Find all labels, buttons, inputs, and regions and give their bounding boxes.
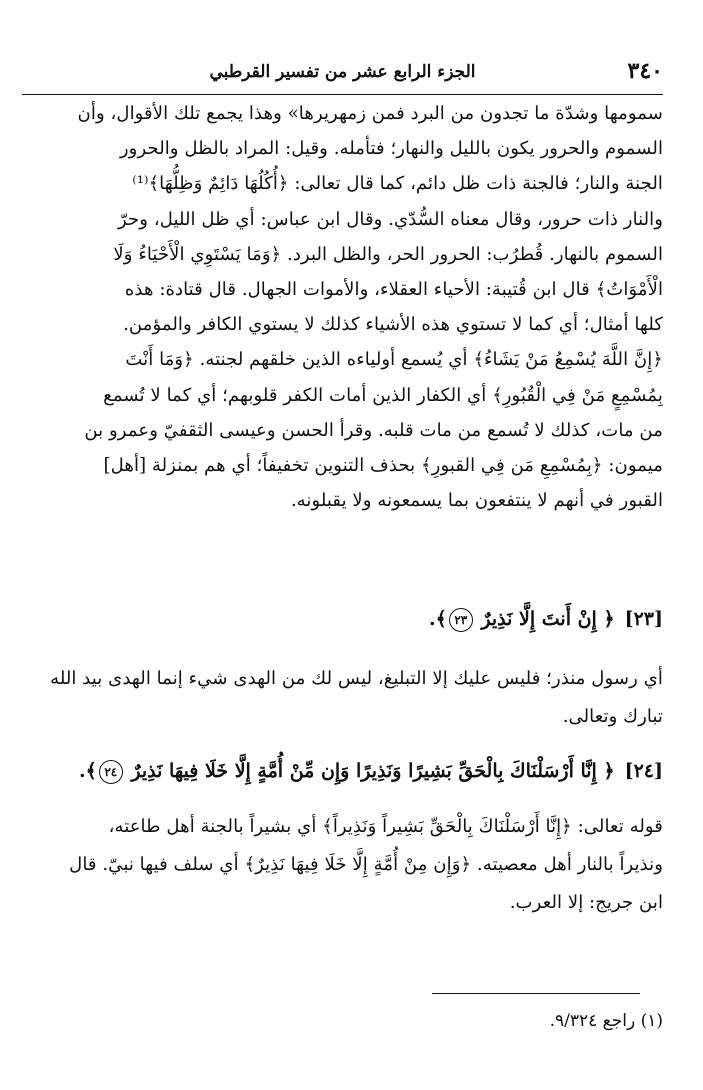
ayah-end-marker: ٢٣ bbox=[449, 608, 473, 632]
body-line: الْأَمْوَاتُ﴾ قال ابن قُتيبة: الأحياء العقلاء، والأموات الجهال. قال قتادة: هذه bbox=[124, 279, 663, 301]
verse-close: ﴾. bbox=[79, 760, 97, 782]
verse-text: ﴿ إِنَّا أَرْسَلْنَاكَ بِالْحَقِّ بَشِيرًا وَنَذِيرًا وَإِن مِّنْ أُمَّةٍ إِلَّا خَلَا فِيهَا نَذِيرٌ bbox=[124, 760, 615, 782]
body-line: السموم والحرور يكون بالليل والنهار؛ فتأمله. وقيل: المراد بالظل والحرور bbox=[119, 138, 663, 160]
body-line: ونذيراً بالنار أهل معصيته. ﴿وَإِن مِنْ أُمَّةٍ إِلَّا خَلَا فِيهَا نَذِيرٌ﴾ أي سلف فيها نبيّ. قال bbox=[69, 854, 663, 875]
body-line: ﴿إِنَّ اللَّهَ يُسْمِعُ مَنْ يَشَاءُ﴾ أي يُسمع أولياءه الذين خلقهم لجنته. ﴿وَمَا أَنْتَ bbox=[125, 349, 663, 371]
verse-23 bbox=[22, 602, 663, 636]
verse-close: ﴾. bbox=[429, 608, 447, 630]
verse-number: [٢٤] bbox=[624, 760, 663, 782]
footnote-divider bbox=[432, 993, 640, 994]
body-line: من مات، كذلك لا تُسمع من مات قلبه. وقرأ الحسن وعيسى الثقفيّ وعمرو بن bbox=[84, 419, 663, 441]
body-line: تبارك وتعالى. bbox=[562, 706, 663, 727]
body-line: قوله تعالى: ﴿إِنَّا أَرْسَلْنَاكَ بِالْحَقِّ بَشِيراً وَنَذِيراً﴾ أي بشيراً بالجنة أهل طاعته، bbox=[108, 816, 663, 837]
verse-number: [٢٣] bbox=[624, 608, 663, 630]
body-line: القبور في أنهم لا ينتفعون بما يسمعونه ولا يقبلونه. bbox=[290, 490, 663, 512]
body-line: سمومها وشدّة ما تجدون من البرد فمن زمهريرها» وهذا يجمع تلك الأقوال، وأن bbox=[77, 103, 663, 124]
verse-24 bbox=[22, 754, 663, 788]
verse-text: ﴿ إِنْ أَنتَ إِلَّا نَذِيرٌ bbox=[474, 608, 615, 630]
body-line: ميمون: ﴿بِمُسْمِعِ مَن فِي القبورِ﴾ بحذف التنوين تخفيفاً؛ أي هم بمنزلة [أهل] bbox=[103, 455, 663, 477]
page-number: ٣٤٠ bbox=[627, 58, 663, 84]
body-line: والنار ذات حرور، وقال معناه السُّدّي. وقال ابن عباس: أي ظل الليل، وحرّ bbox=[118, 208, 663, 230]
body-line: كلها أمثال؛ أي كما لا تستوي هذه الأشياء كذلك لا يستوي الكافر والمؤمن. bbox=[123, 314, 663, 336]
commentary-23 bbox=[22, 660, 663, 736]
commentary-24 bbox=[22, 808, 663, 922]
ayah-end-marker: ٢٤ bbox=[99, 760, 123, 784]
body-line: الجنة والنار؛ فالجنة ذات ظل دائم، كما قال تعالى: ﴿أُكُلُهَا دَائِمٌ وَظِلُّهَا﴾⁽¹⁾ bbox=[132, 173, 663, 195]
body-line: ابن جريج: إلا العرب. bbox=[509, 892, 663, 913]
footnote: (١) راجع ٩/٣٢٤. bbox=[549, 1011, 663, 1031]
running-header bbox=[22, 54, 663, 95]
body-line: أي رسول منذر؛ فليس عليك إلا التبليغ، ليس لك من الهدى شيء إنما الهدى بيد الله bbox=[50, 668, 663, 689]
body-line: السموم بالنهار. قُطرُب: الحرور الحر، والظل البرد. ﴿وَمَا يَسْتَوِي الْأَحْيَاءُ وَلَا bbox=[113, 243, 663, 265]
commentary-body bbox=[22, 96, 663, 518]
body-line: بِمُسْمِعٍ مَنْ فِي الْقُبُورِ﴾ أي الكفار الذين أمات الكفر قلوبهم؛ أي كما لا تُسمع bbox=[103, 384, 663, 406]
running-title: الجزء الرابع عشر من تفسير القرطبي bbox=[209, 62, 476, 82]
